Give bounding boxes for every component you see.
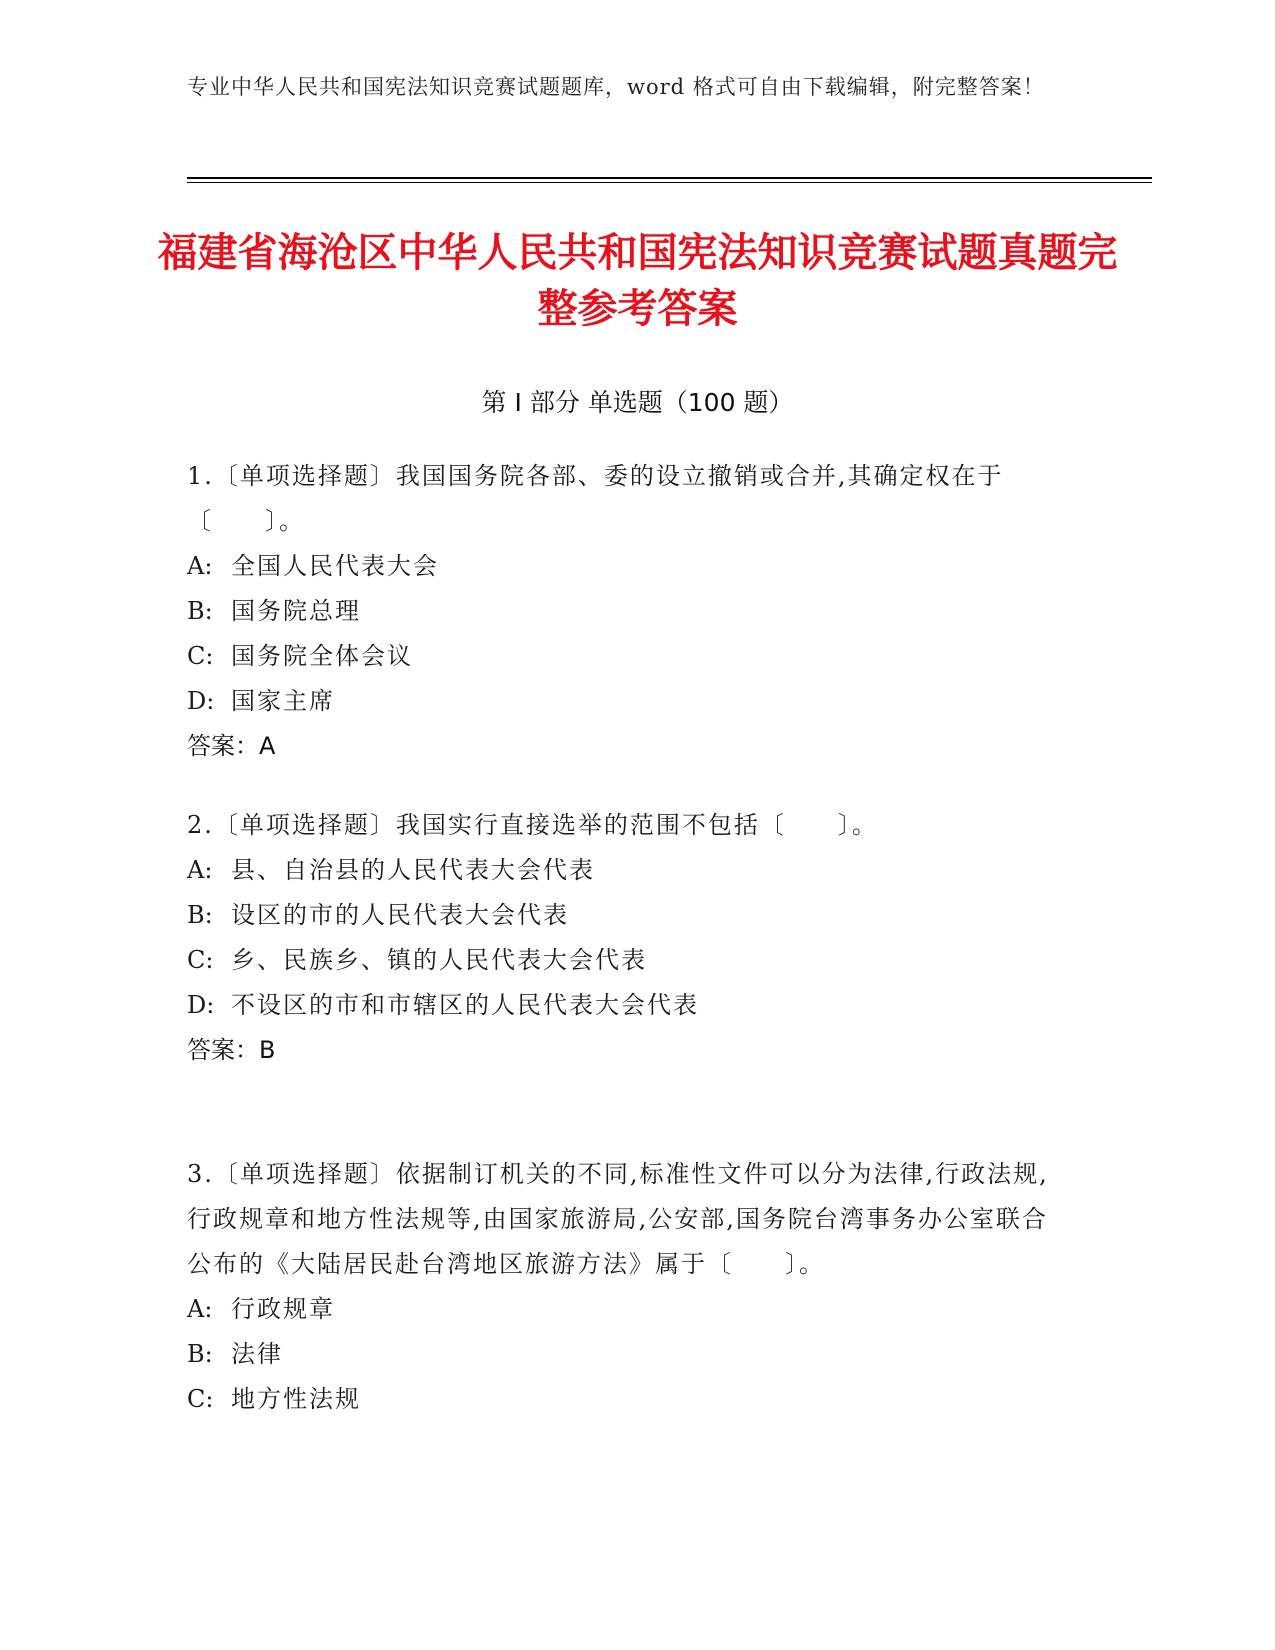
- option-text: 地方性法规: [231, 1385, 361, 1413]
- answer-value: A: [259, 732, 276, 760]
- option-b: [187, 1332, 1072, 1377]
- option-text: 行政规章: [231, 1295, 335, 1323]
- header-note: 专业中华人民共和国宪法知识竞赛试题题库，word 格式可自由下载编辑，附完整答案！: [187, 75, 1045, 99]
- option-letter: A:: [187, 1295, 213, 1323]
- option-text: 设区的市的人民代表大会代表: [231, 901, 569, 929]
- option-text: 县、自治县的人民代表大会代表: [231, 856, 595, 884]
- option-letter: B:: [187, 901, 213, 929]
- option-text: 国家主席: [231, 687, 335, 715]
- option-letter: D:: [187, 687, 215, 715]
- option-c: [187, 938, 1072, 983]
- option-text: 全国人民代表大会: [231, 552, 439, 580]
- option-a: [187, 848, 1072, 893]
- option-text: 国务院总理: [231, 597, 361, 625]
- option-c: [187, 634, 1072, 679]
- option-letter: C:: [187, 946, 214, 974]
- option-letter: B:: [187, 597, 213, 625]
- option-letter: D:: [187, 991, 215, 1019]
- option-letter: C:: [187, 1385, 214, 1413]
- option-b: [187, 589, 1072, 634]
- section-title: 第 I 部分 单选题（100 题）: [481, 388, 794, 417]
- option-b: [187, 893, 1072, 938]
- answer-line: [187, 1028, 1072, 1073]
- answer-line: [187, 724, 1072, 769]
- header-rule-thick: [187, 177, 1152, 179]
- answer-label: 答案：: [187, 1036, 259, 1064]
- question-2: [187, 803, 1072, 1073]
- option-letter: B:: [187, 1340, 213, 1368]
- option-text: 法律: [231, 1340, 283, 1368]
- option-text: 国务院全体会议: [231, 642, 413, 670]
- answer-value: B: [259, 1036, 276, 1064]
- answer-label: 答案：: [187, 732, 259, 760]
- option-a: [187, 1287, 1072, 1332]
- header-rule-thin: [187, 182, 1152, 183]
- option-text: 不设区的市和市辖区的人民代表大会代表: [231, 991, 699, 1019]
- question-1: [187, 454, 1072, 769]
- option-letter: C:: [187, 642, 214, 670]
- option-c: [187, 1377, 1072, 1422]
- option-a: [187, 544, 1072, 589]
- question-text: 1.〔单项选择题〕我国国务院各部、委的设立撤销或合并,其确定权在于〔 〕。: [187, 462, 1004, 535]
- option-d: [187, 983, 1072, 1028]
- option-letter: A:: [187, 552, 213, 580]
- question-3: [187, 1152, 1072, 1422]
- document-title: 福建省海沧区中华人民共和国宪法知识竞赛试题真题完整参考答案: [157, 230, 1118, 332]
- option-text: 乡、民族乡、镇的人民代表大会代表: [231, 946, 647, 974]
- option-d: [187, 679, 1072, 724]
- option-letter: A:: [187, 856, 213, 884]
- question-text: 3.〔单项选择题〕依据制订机关的不同,标准性文件可以分为法律,行政法规,行政规章和地方性法规等,由国家旅游局,公安部,国务院台湾事务办公室联合公布的《大陆居民赴台湾地区旅游方法》属于〔 〕。: [187, 1160, 1049, 1278]
- question-text: 2.〔单项选择题〕我国实行直接选举的范围不包括〔 〕。: [187, 811, 878, 839]
